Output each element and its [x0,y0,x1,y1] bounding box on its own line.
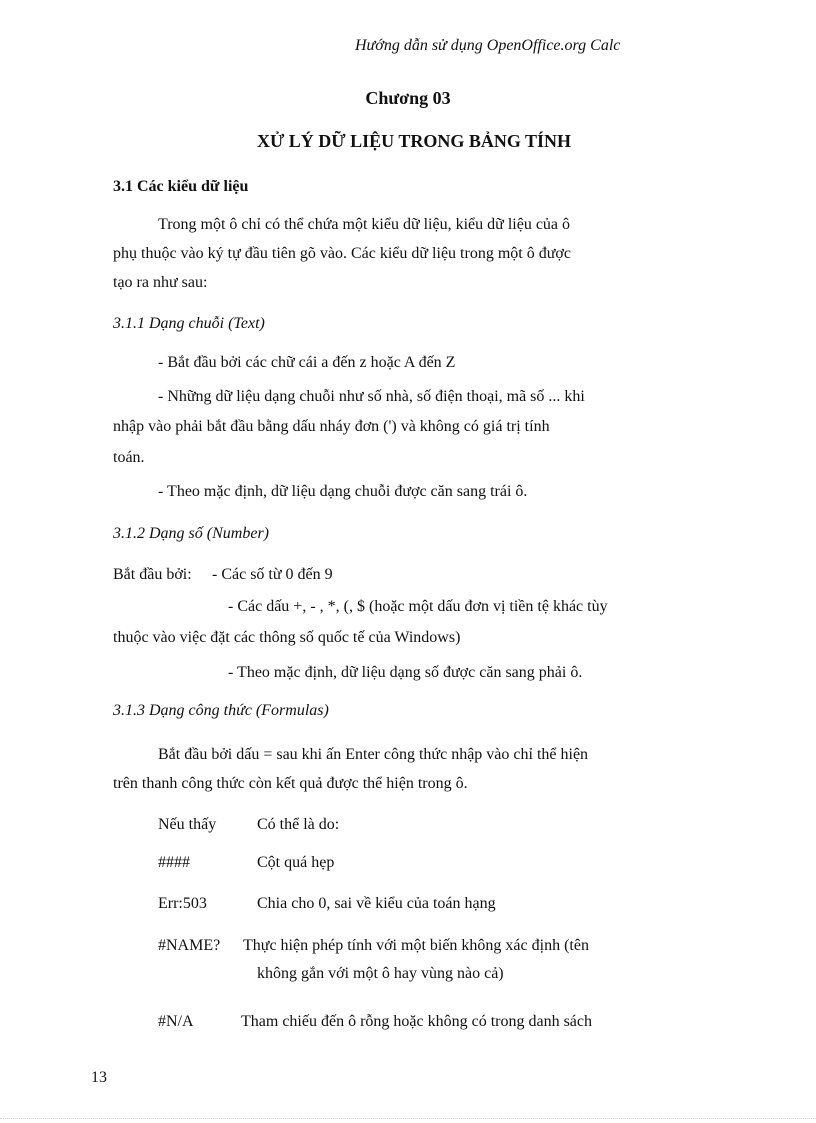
paragraph-line: Trong một ô chỉ có thể chứa một kiểu dữ liệu, kiểu dữ liệu của ô [158,216,571,233]
paragraph-line: - Các số từ 0 đến 9 [212,566,333,583]
page-bottom-divider [0,1118,816,1119]
paragraph-lead: Bắt đầu bởi: [113,566,192,583]
error-description: Tham chiếu đến ô rỗng hoặc không có trong danh sách [241,1013,593,1030]
paragraph-line: trên thanh công thức còn kết quả được thể hiện trong ô. [113,775,468,792]
paragraph-line: nhập vào phải bắt đầu bằng dấu nháy đơn (') và không có giá trị tính [113,418,550,435]
section-heading-3-1-2: 3.1.2 Dạng số (Number) [113,525,269,542]
paragraph-line: - Các dấu +, - , *, (, $ (hoặc một dấu đơn vị tiền tệ khác tùy [228,598,608,615]
paragraph-line: thuộc vào việc đặt các thông số quốc tế của Windows) [113,629,461,646]
paragraph-line: toán. [113,449,145,466]
paragraph-line: - Những dữ liệu dạng chuỗi như số nhà, số điện thoại, mã số ... khi [158,388,585,405]
chapter-label: Chương 03 [365,88,451,108]
section-heading-3-1-3: 3.1.3 Dạng công thức (Formulas) [113,702,329,719]
errors-header-col2: Có thể là do: [257,816,340,833]
error-description: Chia cho 0, sai về kiểu của toán hạng [257,895,496,912]
errors-header-col1: Nếu thấy [158,816,217,833]
error-code: #NAME? [158,937,221,954]
paragraph-line: - Bắt đầu bởi các chữ cái a đến z hoặc A đến Z [158,354,456,371]
section-heading-3-1: 3.1 Các kiểu dữ liệu [113,178,249,195]
section-heading-3-1-1: 3.1.1 Dạng chuỗi (Text) [113,315,265,332]
error-code: Err:503 [158,895,207,912]
running-header: Hướng dẫn sử dụng OpenOffice.org Calc [355,37,621,54]
error-code: #### [158,854,190,871]
paragraph-line: - Theo mặc định, dữ liệu dạng số được căn sang phải ô. [228,664,583,681]
paragraph-line: phụ thuộc vào ký tự đầu tiên gõ vào. Các kiểu dữ liệu trong một ô được [113,245,571,262]
paragraph-line: - Theo mặc định, dữ liệu dạng chuỗi được căn sang trái ô. [158,483,528,500]
paragraph-line: tạo ra như sau: [113,274,208,291]
paragraph-line: Bắt đầu bởi dấu = sau khi ấn Enter công thức nhập vào chỉ thể hiện [158,746,589,763]
error-code: #N/A [158,1013,194,1030]
error-description: Cột quá hẹp [257,854,335,871]
page-number: 13 [91,1069,107,1086]
error-description: Thực hiện phép tính với một biến không xác định (tên [243,937,589,954]
chapter-title: XỬ LÝ DỮ LIỆU TRONG BẢNG TÍNH [256,131,572,151]
error-description-continued: không gắn với một ô hay vùng nào cả) [257,965,504,982]
